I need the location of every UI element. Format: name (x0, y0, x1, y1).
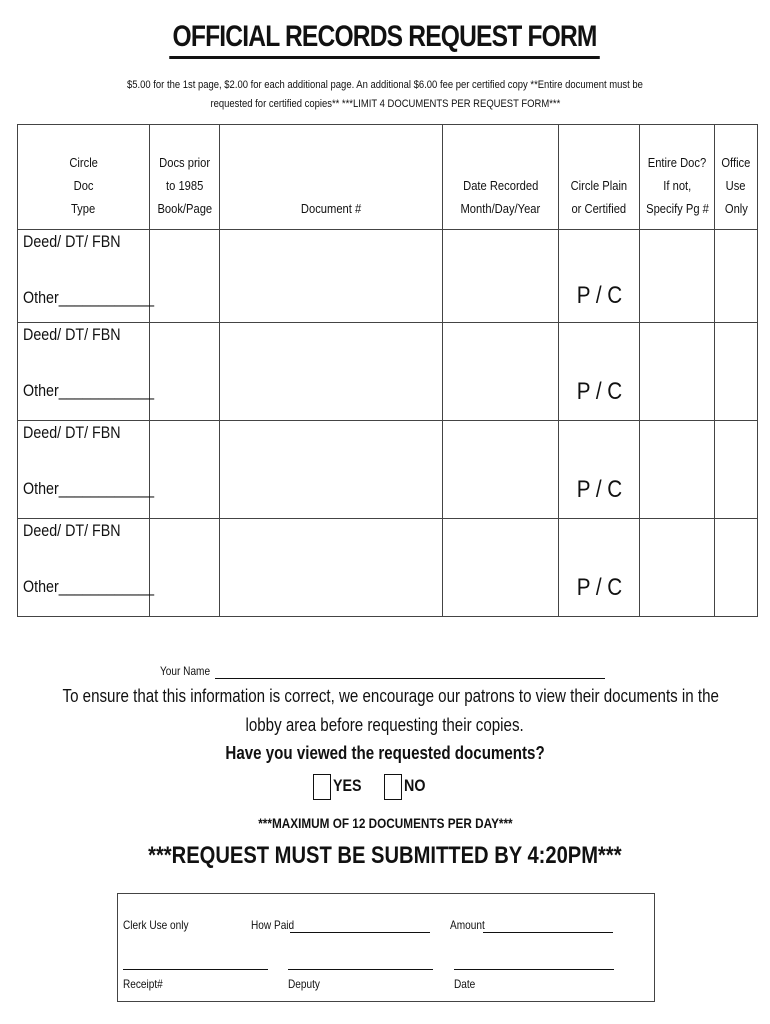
plain-certified-cell[interactable] (559, 421, 640, 519)
header-plain-or-certified (559, 125, 640, 230)
how-paid-field[interactable] (290, 932, 430, 933)
docs-prior-cell[interactable] (150, 323, 220, 421)
header-doc-type (18, 125, 150, 230)
entire-doc-cell[interactable] (640, 230, 715, 323)
max-docs-notice (0, 815, 770, 831)
form-title (0, 20, 770, 59)
document-number-cell[interactable] (220, 519, 443, 617)
doc-type-cell[interactable] (18, 519, 155, 617)
header-entire-doc-line: Entire Doc? (647, 155, 707, 170)
entire-doc-cell[interactable] (640, 323, 715, 421)
header-doc-type-line: Circle (69, 155, 98, 170)
table-row (18, 519, 758, 617)
table-row (18, 421, 758, 519)
doc-type-other[interactable]: Other____________ (23, 381, 155, 400)
document-number-cell[interactable] (220, 323, 443, 421)
your-name-row (160, 664, 220, 678)
viewed-question (0, 743, 770, 764)
doc-type-cell[interactable] (18, 323, 155, 421)
date-recorded-cell[interactable] (443, 230, 559, 323)
no-option[interactable] (384, 774, 430, 800)
amount-label: Amount (450, 918, 485, 932)
header-entire-doc-line: If not, (663, 178, 691, 193)
doc-type-options[interactable]: Deed/ DT/ FBN (23, 521, 121, 540)
date-recorded-cell[interactable] (443, 421, 559, 519)
records-table (17, 124, 758, 617)
fee-info-line-1 (80, 77, 690, 94)
header-doc-type-line: Type (71, 201, 96, 216)
header-docs-prior-1985-line: to 1985 (165, 178, 204, 193)
notice-line-2 (0, 715, 770, 736)
viewed-question-text: Have you viewed the requested documents? (225, 743, 545, 763)
docs-prior-cell[interactable] (150, 519, 220, 617)
clerk-use-box (117, 893, 655, 1002)
plain-certified-options[interactable]: P / C (576, 282, 622, 309)
document-number-cell[interactable] (220, 230, 443, 323)
plain-certified-cell[interactable] (559, 519, 640, 617)
date-label: Date (454, 977, 476, 991)
table-row (18, 323, 758, 421)
deputy-field[interactable] (288, 969, 433, 970)
header-document-number (220, 125, 443, 230)
amount-field[interactable] (483, 932, 613, 933)
doc-type-options[interactable]: Deed/ DT/ FBN (23, 325, 121, 344)
plain-certified-cell[interactable] (559, 323, 640, 421)
table-body (18, 230, 758, 617)
header-plain-or-certified-line: or Certified (571, 201, 627, 216)
docs-prior-cell[interactable] (150, 230, 220, 323)
plain-certified-cell[interactable] (559, 230, 640, 323)
date-recorded-cell[interactable] (443, 323, 559, 421)
header-office-use (715, 125, 758, 230)
notice-line-1 (0, 686, 770, 707)
doc-type-other[interactable]: Other____________ (23, 479, 155, 498)
receipt-label: Receipt# (123, 977, 163, 991)
clerk-use-only-label: Clerk Use only (123, 918, 189, 932)
notice-text-1: To ensure that this information is correct, we encourage our patrons to view their documents in the (62, 686, 719, 706)
how-paid-label: How Paid (251, 918, 295, 932)
table-row (18, 230, 758, 323)
plain-certified-options[interactable]: P / C (576, 377, 622, 405)
fee-info-text-1: $5.00 for the 1st page, $2.00 for each additional page. An additional $6.00 fee per certified copy **Entire document must be (127, 79, 643, 91)
your-name-field[interactable] (215, 678, 605, 679)
header-docs-prior-1985-line: Docs prior (159, 155, 210, 170)
header-office-use-line: Use (726, 178, 746, 193)
doc-type-options[interactable]: Deed/ DT/ FBN (23, 423, 121, 442)
office-use-cell (715, 421, 758, 519)
office-use-cell (715, 323, 758, 421)
docs-prior-cell[interactable] (150, 421, 220, 519)
fee-info-text-2: requested for certified copies** ***LIMIT 4 DOCUMENTS PER REQUEST FORM*** (210, 98, 560, 110)
header-doc-type-line: Doc (73, 178, 94, 193)
deputy-label: Deputy (288, 977, 320, 991)
plain-certified-options[interactable]: P / C (576, 475, 622, 503)
form-title-text: OFFICIAL RECORDS REQUEST FORM (170, 20, 601, 59)
deadline-notice (0, 842, 770, 870)
yes-label: YES (333, 776, 362, 796)
yes-option[interactable] (313, 774, 367, 800)
header-document-number-line: Document # (300, 201, 362, 216)
office-use-cell (715, 230, 758, 323)
no-label: NO (404, 776, 426, 796)
plain-certified-options[interactable]: P / C (576, 573, 622, 601)
document-number-cell[interactable] (220, 421, 443, 519)
date-recorded-cell[interactable] (443, 519, 559, 617)
deadline-text: ***REQUEST MUST BE SUBMITTED BY 4:20PM*** (148, 842, 622, 869)
max-docs-text: ***MAXIMUM OF 12 DOCUMENTS PER DAY*** (257, 815, 513, 831)
your-name-label: Your Name (160, 664, 211, 678)
entire-doc-cell[interactable] (640, 519, 715, 617)
doc-type-cell[interactable] (18, 421, 155, 519)
header-office-use-line: Office (721, 155, 751, 170)
header-plain-or-certified-line: Circle Plain (570, 178, 628, 193)
header-date-recorded-line: Date Recorded (462, 178, 539, 193)
receipt-field[interactable] (123, 969, 268, 970)
header-date-recorded (443, 125, 559, 230)
notice-text-2: lobby area before requesting their copies. (245, 715, 525, 735)
yes-checkbox[interactable] (313, 774, 331, 800)
doc-type-other[interactable]: Other____________ (23, 577, 155, 596)
date-field[interactable] (454, 969, 614, 970)
header-office-use-line: Only (724, 201, 748, 216)
doc-type-cell[interactable] (18, 230, 155, 323)
doc-type-options[interactable]: Deed/ DT/ FBN (23, 232, 121, 251)
header-entire-doc-line: Specify Pg # (645, 201, 709, 216)
header-date-recorded-line: Month/Day/Year (460, 201, 541, 216)
doc-type-other[interactable]: Other____________ (23, 288, 155, 307)
header-docs-prior-1985 (150, 125, 220, 230)
header-entire-doc (640, 125, 715, 230)
table-header-row (18, 125, 758, 230)
fee-info-line-2 (80, 96, 690, 113)
header-docs-prior-1985-line: Book/Page (157, 201, 212, 216)
no-checkbox[interactable] (384, 774, 402, 800)
office-use-cell (715, 519, 758, 617)
entire-doc-cell[interactable] (640, 421, 715, 519)
